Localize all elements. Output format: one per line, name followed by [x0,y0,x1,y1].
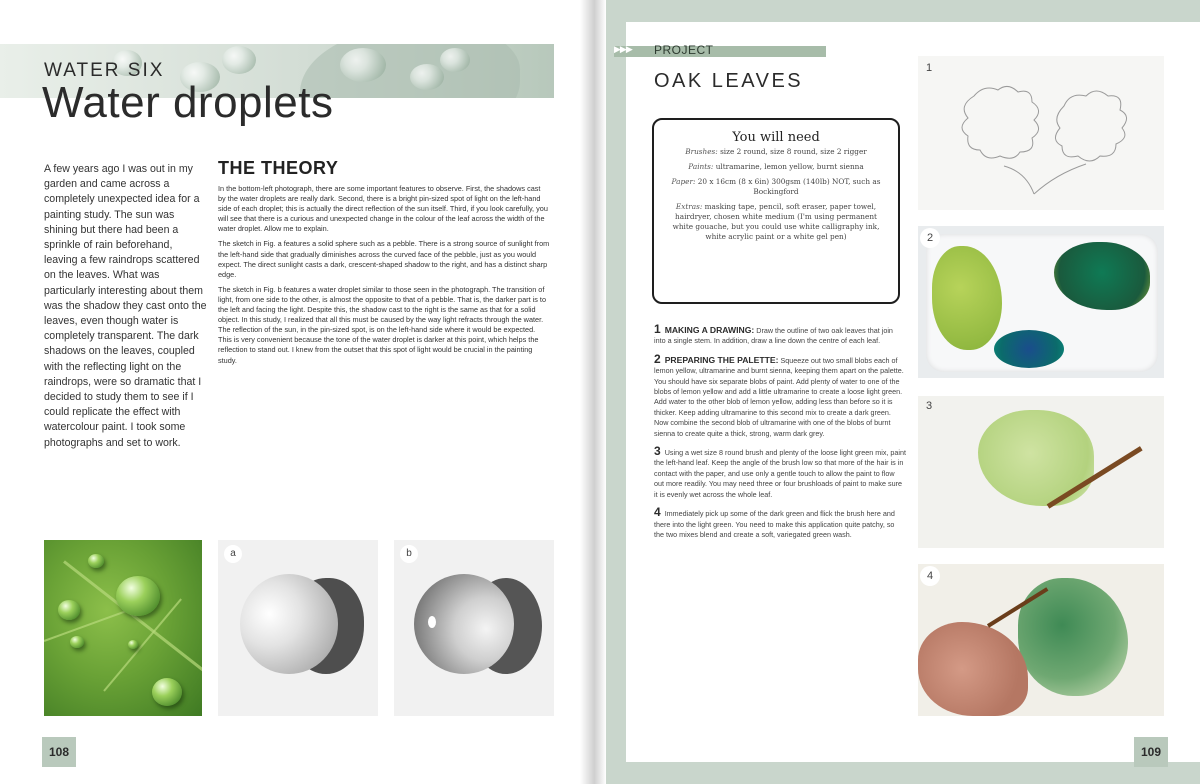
project-title: OAK LEAVES [654,70,804,92]
chapter-kicker: WATER SIX [44,60,165,81]
need-extras: Extras: masking tape, pencil, soft eraser, paper towel, hairdryer, chosen white medium (I'm using permanent white gouache, but you could use white calligraphy ink, white acrylic paint or a white gel pen) [672,202,880,241]
theory-heading: THE THEORY [218,158,339,178]
theory-paragraph: The sketch in Fig. b features a water droplet similar to those seen in the photograph. The transition of light, from one side to the other, is almost the opposite to that of a pebble. That is, the darker part is to the left and facing the light. Despite this, the shadow cast to the right is the same as that for a solid object. In this study, I realized that all this must be caused by the way light refracts through the water. The reflection of the sun, in the pin-sized spot, is on the left-hand side where it would be expected. This is very convenient because the tone of the water droplet is darker at this point, which helps the reflection to stand out. I knew from the outset that this spot of light would be crucial in the painting study. [218,284,547,365]
step-photo-1-drawing [918,56,1164,210]
step-photo-4-dark-wash [918,564,1164,716]
theory-paragraph: The sketch in Fig. a features a solid sphere such as a pebble. There is a strong source of sunlight from the left-hand side that gradually diminishes across the curved face of the pebble, just as you would expect. The direct sunlight casts a dark, crescent-shaped shadow to the right, and has a distinct sharp edge. [218,239,550,279]
need-brushes: Brushes: size 2 round, size 8 round, size 2 rigger [685,147,867,156]
photo-number-3: 3 [926,400,933,412]
need-paints: Paints: ultramarine, lemon yellow, burnt sienna [688,162,864,171]
sketch-fig-b [394,540,554,716]
step-photo-3-light-wash [918,396,1164,548]
step-photo-2-palette [918,226,1164,378]
fig-a-label: a [224,545,242,563]
project-bar [614,43,826,57]
project-kicker: PROJECT [654,43,714,57]
step-1: 1 MAKING A DRAWING: Draw the outline of two oak leaves that join into a single stem. In addition, draw a line down the centre of each leaf. [654,322,893,346]
project-arrows: ▶▶▶ [614,44,632,54]
steps-list [654,324,906,547]
photo-number-2: 2 [920,228,940,248]
left-page [0,0,580,784]
intro-text: A few years ago I was out in my garden and came across a completely unexpected idea for a painting study. The sun was shining but there had been a sprinkle of rain beforehand, leaving a few raindrops scattered on the leaves. What was particularly interesting about them was the shadow they cast onto the leaves, even though water is completely transparent. The dark shadows on the leaves, coupled with the reflecting light on the raindrops, were so dramatic that I decided to study them to see if I could replicate the effect with watercolour paint. I took some photographs and set to work. [44,163,207,449]
sketch-fig-a [218,540,378,716]
page-number-left: 108 [42,737,76,767]
photo-number-4: 4 [920,566,940,586]
page-number-right: 109 [1134,737,1168,767]
theory-paragraph: In the bottom-left photograph, there are some important features to observe. First, the shadows cast by the water droplets are really dark. Second, there is a bright pin-sized spot of light on the left-hand side of each droplet; this is actually the direct reflection of the sun itself. Third, if you look carefully, you will see that there is a curious and unexpected change in the colour of the leaf across the width of the water droplet. Allow me to explain. [218,184,548,234]
pebble-sphere [240,574,338,674]
step-4: 4 Immediately pick up some of the dark green and flick the brush here and there into the light green. You need to make this application quite patchy, so the two mixes blend and create a soft, variegated green wash. [654,505,895,539]
need-paper: Paper: 20 x 16cm (8 x 6in) 300gsm (140lb) NOT, such as Bockingford [671,177,881,196]
you-will-need-box [652,118,900,304]
fig-b-label: b [400,545,418,563]
you-will-need-title: You will need [732,130,820,145]
chapter-title: Water droplets [42,78,334,127]
step-3: 3 Using a wet size 8 round brush and plenty of the loose light green mix, paint the left-hand leaf. Keep the angle of the brush low so that more of the hair is in contact with the paper, and use only a gentle touch to allow the paint to flow out more readily. You may need three or four brushloads of paint to make sure it is evenly wet across the whole leaf. [654,444,907,499]
photo-number-1: 1 [926,62,933,74]
step-2: 2 PREPARING THE PALETTE: Squeeze out two small blobs each of lemon yellow, ultramarine and burnt sienna, keeping them apart on the palette. You should have six separate blobs of paint. Add plenty of water to one of the blobs of lemon yellow and add a little ultramarine to create a loose light green. Add water to the other blob of lemon yellow, adding less than before so it is thicker. Keep adding ultramarine to this second mix to create a dark green. Now combine the second blob of ultramarine with one of the blobs of burnt sienna to create quite a thick, strong, warm dark grey. [654,351,904,438]
book-gutter [580,0,606,784]
photo-leaf-droplets [44,540,202,716]
theory-text [218,184,550,371]
